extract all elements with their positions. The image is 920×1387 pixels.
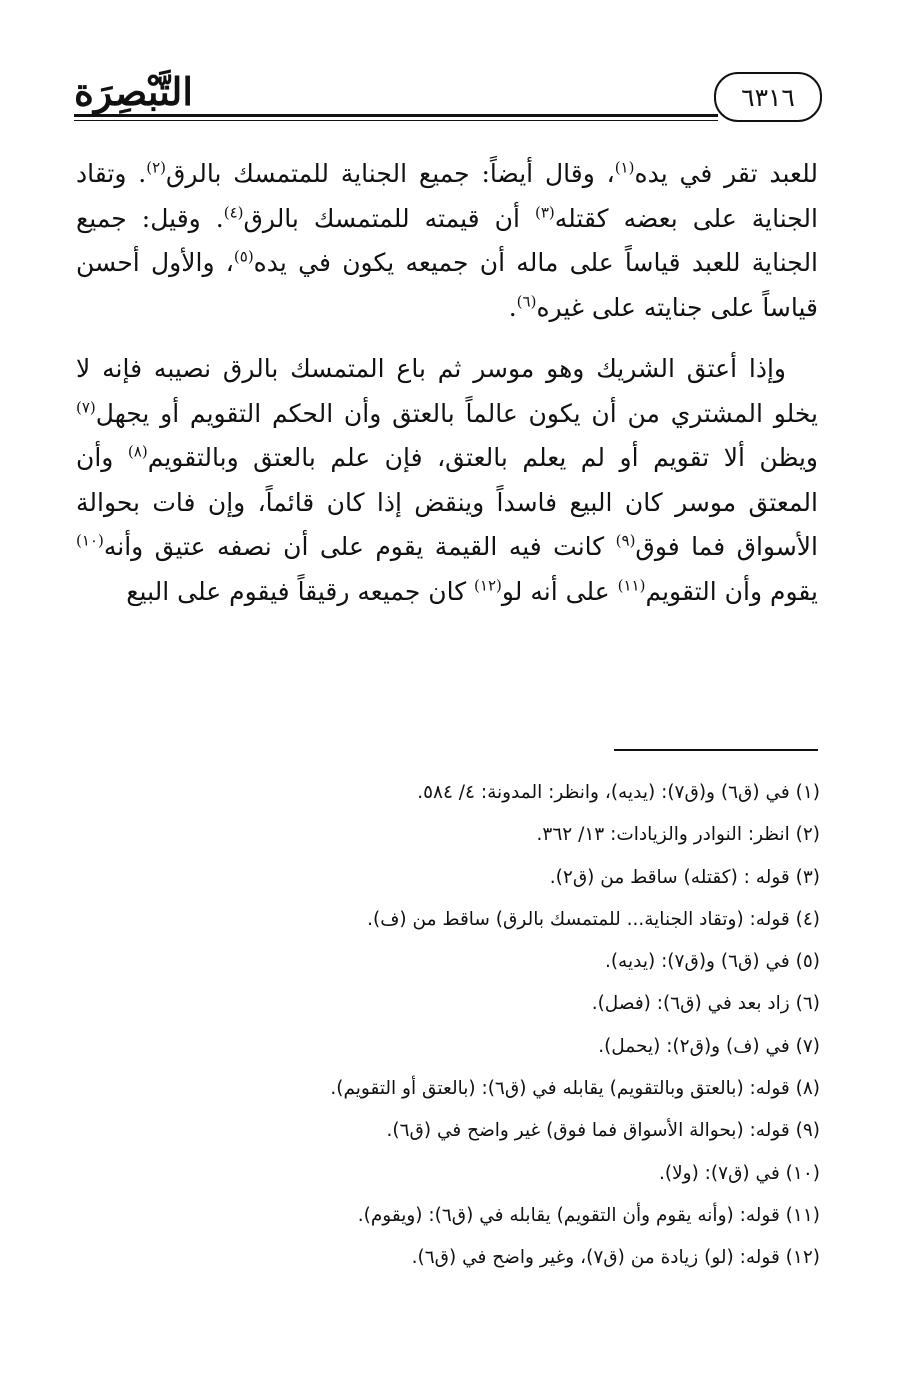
text-run: كانت فيه القيمة يقوم على أن نصفه عتيق وأنه — [103, 532, 616, 561]
page-header — [74, 64, 822, 128]
main-text — [76, 152, 818, 614]
text-run: كان جميعه رقيقاً فيقوم على البيع — [126, 576, 475, 606]
footnote-marker: (٨) — [127, 442, 148, 461]
footnote-marker: (٥) — [233, 247, 254, 266]
footnote-marker: (٢) — [146, 158, 167, 177]
footnote-marker: (١٢) — [474, 576, 502, 595]
paragraph — [76, 347, 818, 614]
text-run: . وقيل: جميع الجناية للعبد قياساً على ماله أن جميعه يكون في يده — [76, 203, 819, 277]
footnote: (١) في (ق٦) و(ق٧): (يديه)، وانظر: المدونة: ٤/ ٥٨٤. — [417, 782, 820, 803]
footnote: (٣) قوله : (كقتله) ساقط من (ق٢). — [549, 866, 820, 888]
footnote-marker: (٩) — [615, 531, 636, 550]
footnote: (٤) قوله: (وتقاد الجناية... للمتمسك بالرق) ساقط من (ف). — [367, 908, 820, 930]
footnote: (٩) قوله: (بحوالة الأسواق فما فوق) غير واضح في (ق٦). — [386, 1120, 820, 1142]
text-run: ، والأول أحسن قياساً على جنايته على غيره — [76, 248, 818, 322]
footnote-marker: (٣) — [534, 203, 555, 222]
footnote-marker: (٤) — [223, 203, 244, 222]
text-run: وإذا أعتق الشريك وهو موسر ثم باع المتمسك بالرق نصيبه فإنه لا يخلو المشتري من أن يكون عالماً بالعتق وأن الحكم التقويم أو يجهل — [76, 354, 818, 428]
footnote: (٨) قوله: (بالعتق وبالتقويم) يقابله في (ق٦): (بالعتق أو التقويم). — [330, 1078, 820, 1100]
text-run: ، وقال أيضاً: جميع الجناية للمتمسك بالرق — [166, 159, 615, 188]
book-title: التَّبْصِرَة — [74, 69, 193, 114]
text-run: وأن المعتق موسر كان البيع فاسداً وينقض إذا كان قائماً، وإن فات بحوالة الأسواق فما فوق — [76, 443, 819, 561]
footnote-marker: (٧) — [76, 398, 96, 417]
footnote: (٢) انظر: النوادر والزيادات: ١٣/ ٣٦٢. — [536, 824, 820, 846]
footnote-separator — [614, 749, 818, 751]
text-run: للعبد تقر في يده — [634, 159, 818, 188]
text-run: ويظن ألا تقويم أو لم يعلم بالعتق، فإن علم بالعتق وبالتقويم — [147, 443, 819, 472]
paragraph — [76, 152, 818, 330]
footnote: (١٢) قوله: (لو) زيادة من (ق٧)، وغير واضح في (ق٦). — [411, 1247, 820, 1269]
footnote-marker: (١) — [614, 158, 635, 177]
footnote: (٦) زاد بعد في (ق٦): (فصل). — [591, 993, 820, 1015]
text-run: يقوم وأن التقويم — [645, 576, 818, 606]
footnote: (٧) في (ف) و(ق٢): (يحمل). — [598, 1035, 820, 1057]
footnote-marker: (١٠) — [76, 531, 104, 550]
footnotes-list — [100, 772, 820, 1280]
text-run: . وتقاد الجناية على بعضه كقتله — [76, 159, 818, 233]
page-number: ٦٣١٦ — [714, 72, 822, 122]
footnote: (٥) في (ق٦) و(ق٧): (يديه). — [604, 951, 820, 973]
footnote-marker: (٦) — [516, 292, 537, 311]
text-run: على أنه لو — [501, 576, 618, 606]
footnote: (١٠) في (ق٧): (ولا). — [659, 1162, 820, 1184]
text-run: أن قيمته للمتمسك بالرق — [243, 203, 535, 233]
footnote: (١١) قوله: (وأنه يقوم وأن التقويم) يقابله في (ق٦): (ويقوم). — [357, 1204, 820, 1226]
text-run: . — [508, 292, 517, 322]
footnote-marker: (١١) — [617, 576, 646, 595]
header-rule-thin — [74, 120, 718, 121]
header-rule — [74, 114, 718, 117]
